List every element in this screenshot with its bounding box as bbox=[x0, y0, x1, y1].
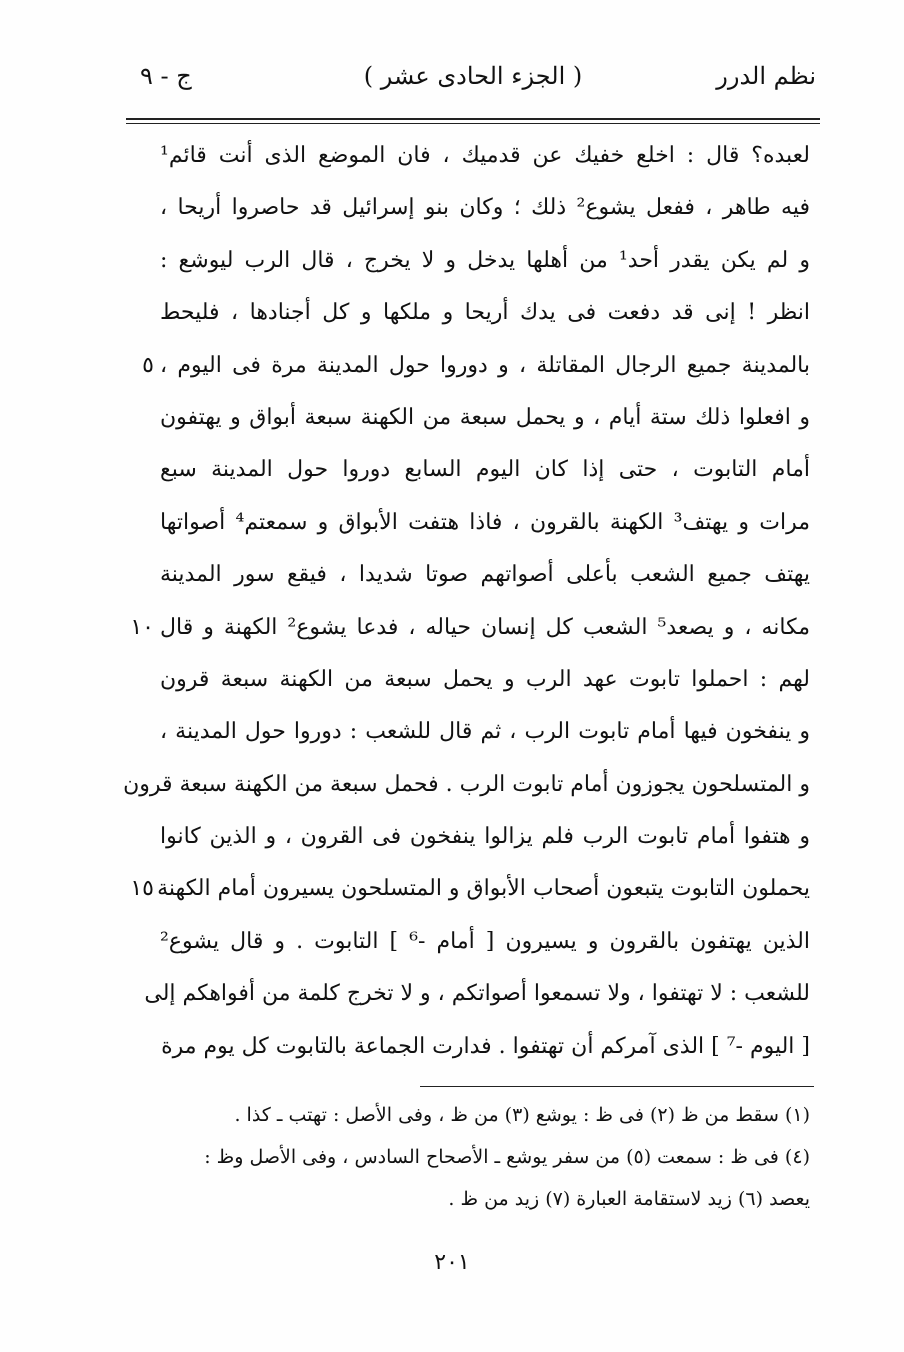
body-text bbox=[123, 130, 811, 1073]
text-line: لعبده؟ قال : اخلع خفيك عن قدميك ، فان الموضع الذى أنت قائم¹ bbox=[160, 143, 810, 168]
text-line: مكانه ، و يصعد⁵ الشعب كل إنسان حياله ، فدعا يشوع² الكهنة و قال ١٠ bbox=[160, 602, 810, 654]
text-line: انظر ! إنى قد دفعت فى يدك أريحا و ملكها و كل أجنادها ، فليحط bbox=[160, 300, 810, 326]
text-line: مرات و يهتف³ الكهنة بالقرون ، فاذا هتفت الأبواق و سمعتم⁴ أصواتها bbox=[160, 509, 810, 535]
line-number-10: ١٠ bbox=[130, 614, 154, 640]
text-line: يحملون التابوت يتبعون أصحاب الأبواق و المتسلحون يسيرون أمام الكهنة ١٥ bbox=[160, 863, 810, 915]
footnote-rule bbox=[420, 1086, 814, 1087]
text-line: لهم : احملوا تابوت عهد الرب و يحمل سبعة من الكهنة سبعة قرون bbox=[160, 666, 810, 692]
footnotes bbox=[160, 1094, 810, 1220]
line-number-5: ٥ bbox=[142, 352, 154, 378]
running-header bbox=[130, 62, 816, 106]
volume-label: ج - ٩ bbox=[140, 62, 192, 90]
footnote-line: (٤) فى ظ : سمعت (٥) من سفر يوشع ـ الأصحاح السادس ، وفى الأصل وظ : bbox=[204, 1146, 810, 1168]
page-number: ٢٠١ bbox=[434, 1250, 470, 1275]
header-rule-thin bbox=[126, 123, 820, 124]
header-rule bbox=[126, 118, 820, 120]
text-line: يهتف جميع الشعب بأعلى أصواتهم صوتا شديدا ، فيقع سور المدينة bbox=[160, 562, 810, 588]
text-line: و لم يكن يقدر أحد¹ من أهلها يدخل و لا يخرج ، قال الرب ليوشع : bbox=[160, 247, 811, 273]
text-line: و ينفخون فيها أمام تابوت الرب ، ثم قال للشعب : دوروا حول المدينة ، bbox=[160, 719, 810, 745]
footnote-line: (١) سقط من ظ (٢) فى ظ : يوشع (٣) من ظ ، وفى الأصل : تهتب ـ كذا . bbox=[234, 1104, 810, 1126]
text-line: فيه طاهر ، ففعل يشوع² ذلك ؛ وكان بنو إسرائيل قد حاصروا أريحا ، bbox=[160, 195, 810, 221]
text-line: و افعلوا ذلك ستة أيام ، و يحمل سبعة من الكهنة سبعة أبواق و يهتفون bbox=[160, 404, 810, 430]
part-label: ( الجزء الحادى عشر ) bbox=[363, 62, 583, 90]
footnote-line: يعصد (٦) زيد لاستقامة العبارة (٧) زيد من ظ . bbox=[448, 1188, 810, 1210]
text-line: و المتسلحون يجوزون أمام تابوت الرب . فحمل سبعة من الكهنة سبعة قرون bbox=[123, 771, 810, 797]
text-line: الذين يهتفون بالقرون و يسيرون [ أمام -⁶ ] التابوت . و قال يشوع² bbox=[160, 928, 810, 954]
text-line: أمام التابوت ، حتى إذا كان اليوم السابع دوروا حول المدينة سبع bbox=[160, 457, 810, 483]
line-number-15: ١٥ bbox=[130, 876, 154, 902]
text-line: بالمدينة جميع الرجال المقاتلة ، و دوروا حول المدينة مرة فى اليوم ، ٥ bbox=[160, 340, 810, 392]
book-title: نظم الدرر bbox=[716, 62, 816, 90]
text-line: و هتفوا أمام تابوت الرب فلم يزالوا ينفخون فى القرون ، و الذين كانوا bbox=[160, 824, 810, 850]
text-line: [ اليوم -⁷ ] الذى آمركم أن تهتفوا . فدارت الجماعة بالتابوت كل يوم مرة bbox=[161, 1033, 810, 1059]
text-line: للشعب : لا تهتفوا ، ولا تسمعوا أصواتكم ، و لا تخرج كلمة من أفواهكم إلى bbox=[144, 981, 810, 1007]
